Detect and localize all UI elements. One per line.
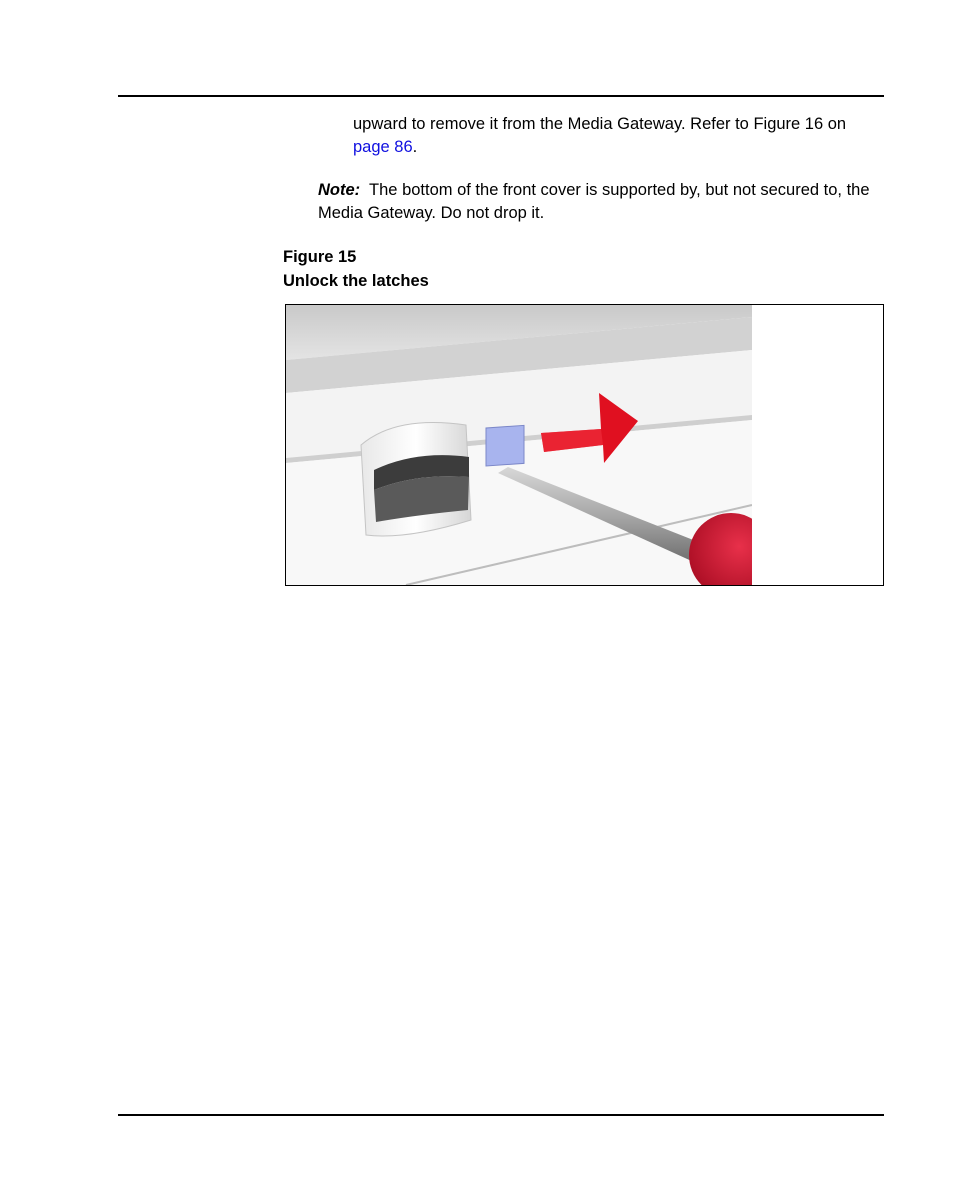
link-suffix: . — [412, 138, 418, 156]
latch-slot — [486, 425, 524, 466]
note-text: The bottom of the front cover is supported by, but not secured to, the Media Gateway. Do not drop it. — [318, 181, 870, 222]
figure-title: Unlock the latches — [283, 272, 429, 290]
footer-rule — [118, 1114, 884, 1116]
note-block — [318, 179, 884, 225]
latch-illustration — [286, 305, 883, 585]
paragraph-text: upward to remove it from the Media Gateway. Refer to Figure 16 on — [353, 115, 847, 133]
note-label: Note: — [318, 181, 361, 199]
figure-illustration — [285, 304, 884, 586]
figure-whitespace — [752, 305, 883, 585]
header-rule — [118, 95, 884, 97]
body-paragraph — [353, 113, 885, 159]
figure-number: Figure 15 — [283, 248, 357, 266]
page-link[interactable]: page 86 — [353, 138, 413, 156]
